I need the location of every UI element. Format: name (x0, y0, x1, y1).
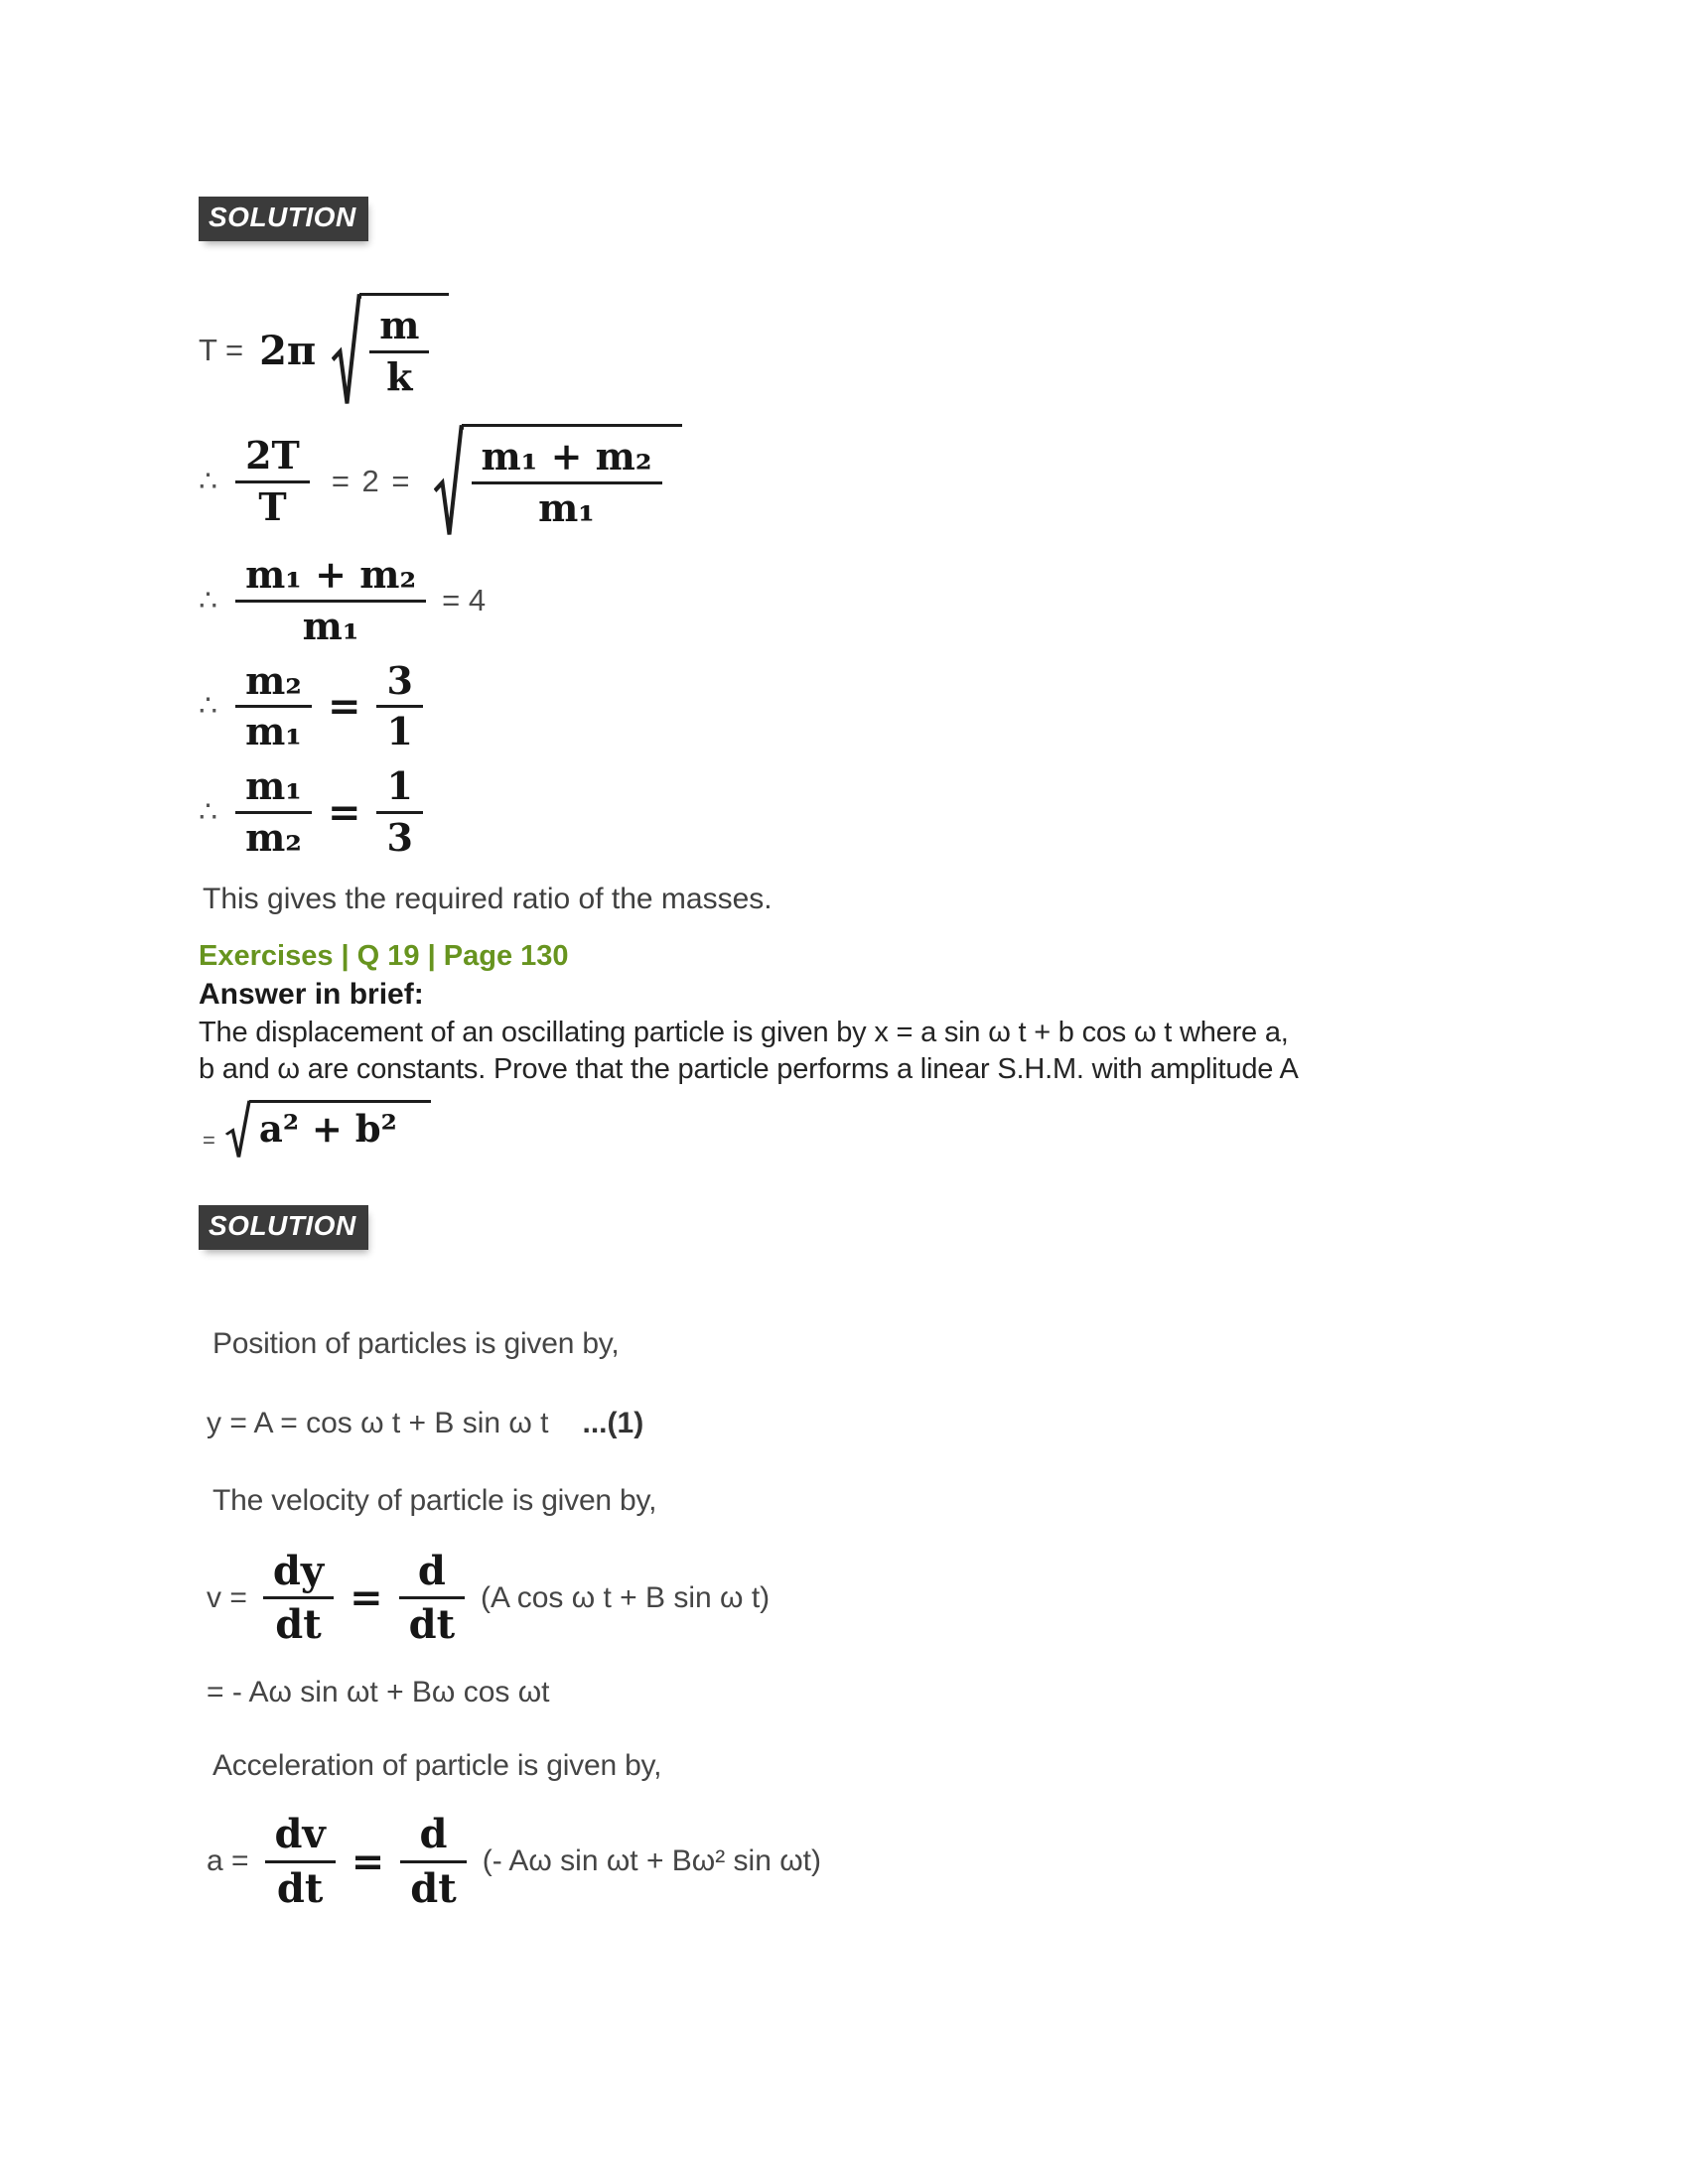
fraction (265, 1811, 336, 1911)
velocity-statement: The velocity of particle is given by, (212, 1483, 657, 1517)
equation-ratio-4 (199, 553, 1628, 649)
equation-body: y = A = cos ω t + B sin ω t (207, 1406, 549, 1439)
equals-sign: = (203, 1127, 215, 1153)
fraction-bar (235, 600, 426, 603)
fraction-bar (235, 705, 312, 708)
numerator: 3 (386, 657, 413, 703)
numerator: m₁ + m₂ (481, 434, 652, 478)
denominator: m₁ (302, 603, 359, 648)
solution-section-1 (199, 197, 1628, 241)
question-text-line2: b and ω are constants. Prove that the particle performs a linear S.H.M. with amplitude A (199, 1052, 1299, 1085)
eq-period-lhs: T = (199, 333, 244, 367)
equation-velocity (199, 1548, 1628, 1648)
numerator: 1 (386, 763, 413, 809)
equation-mass-ratio (199, 659, 1628, 755)
answer-in-brief-label: Answer in brief: (199, 977, 424, 1011)
denominator: T (258, 483, 287, 529)
denominator: dt (408, 1601, 456, 1649)
solution-section-2 (199, 1205, 1628, 1250)
fraction-bar (376, 705, 422, 708)
equation-period (199, 293, 1628, 408)
eq-rhs: (- Aω sin ωt + Bω² sin ωt) (482, 1844, 821, 1878)
equation-mass-ratio-inverse (199, 764, 1628, 861)
question-text-line1: The displacement of an oscillating particle is given by x = a sin ω t + b cos ω t where a, (199, 1016, 1289, 1048)
fraction-bar (265, 1860, 336, 1863)
acceleration-statement: Acceleration of particle is given by, (212, 1749, 662, 1783)
denominator: 3 (386, 815, 413, 861)
closing-statement: This gives the required ratio of the masses. (203, 882, 773, 915)
sqrt-symbol-icon (332, 293, 361, 408)
numerator: m (379, 303, 420, 347)
eq-rhs: = 4 (442, 583, 487, 618)
denominator: dt (410, 1864, 457, 1912)
fraction (376, 659, 422, 755)
solution-label: SOLUTION (209, 202, 356, 232)
numerator: 2T (245, 432, 300, 478)
fraction-bar (376, 811, 422, 814)
equation-amplitude (203, 1100, 1628, 1160)
fraction-bar (235, 480, 310, 483)
square-root (225, 1100, 431, 1160)
fraction (472, 435, 662, 531)
denominator: k (386, 353, 413, 399)
fraction (400, 1811, 466, 1911)
equals-sign: = (350, 1574, 383, 1622)
fraction-bar (400, 1860, 466, 1863)
fraction-bar (263, 1596, 334, 1599)
denominator: m₁ (538, 484, 595, 530)
therefore-symbol: ∴ (199, 690, 218, 724)
equation-ratio-sqrt (199, 424, 1628, 539)
square-root (332, 293, 449, 408)
equals-sign: = (351, 1838, 385, 1885)
fraction (376, 764, 422, 861)
equation-acceleration (199, 1811, 1628, 1911)
fraction (263, 1548, 334, 1648)
numerator: d (417, 1547, 446, 1594)
eq-lhs: a = (207, 1844, 249, 1878)
radicand (359, 293, 449, 400)
fraction-bar (472, 481, 662, 484)
position-statement: Position of particles is given by, (212, 1326, 620, 1360)
denominator: 1 (386, 709, 413, 754)
numerator: d (419, 1811, 448, 1858)
therefore-symbol: ∴ (199, 584, 218, 617)
numerator: m₁ + m₂ (245, 552, 417, 597)
numerator: m₁ (245, 763, 302, 809)
eq-period-coefficient: 2π (259, 327, 317, 374)
fraction (235, 764, 312, 861)
eq-rhs: (A cos ω t + B sin ω t) (481, 1580, 771, 1614)
fraction (235, 659, 312, 755)
numerator: m₂ (245, 657, 302, 703)
solution-badge (199, 1205, 368, 1250)
fraction (399, 1548, 465, 1648)
therefore-symbol: ∴ (199, 796, 218, 830)
denominator: m₁ (245, 709, 302, 754)
eq-middle: = 2 = (331, 464, 412, 498)
eq-lhs: v = (207, 1580, 247, 1614)
equation-number: ...(1) (582, 1406, 644, 1439)
fraction (369, 304, 429, 400)
equals-sign: = (327, 789, 361, 837)
radicand: a² + b² (249, 1100, 431, 1151)
denominator: dt (276, 1864, 324, 1912)
radicand (462, 424, 682, 531)
sqrt-symbol-icon (225, 1100, 251, 1160)
exercise-heading: Exercises | Q 19 | Page 130 (199, 939, 569, 972)
fraction-bar (369, 350, 429, 353)
fraction-bar (235, 811, 312, 814)
denominator: m₂ (245, 815, 302, 861)
solution-label: SOLUTION (209, 1209, 356, 1241)
square-root (434, 424, 682, 539)
equals-sign: = (327, 683, 361, 731)
numerator: dy (272, 1547, 325, 1594)
fraction (235, 434, 310, 530)
fraction (235, 553, 426, 649)
equation-velocity-expanded: = - Aω sin ωt + Bω cos ωt (207, 1676, 550, 1709)
equation-position (199, 1407, 1628, 1440)
sqrt-symbol-icon (434, 424, 464, 539)
solution-badge (199, 197, 368, 241)
numerator: dv (274, 1811, 326, 1858)
therefore-symbol: ∴ (199, 465, 218, 498)
fraction-bar (399, 1596, 465, 1599)
denominator: dt (275, 1601, 322, 1649)
